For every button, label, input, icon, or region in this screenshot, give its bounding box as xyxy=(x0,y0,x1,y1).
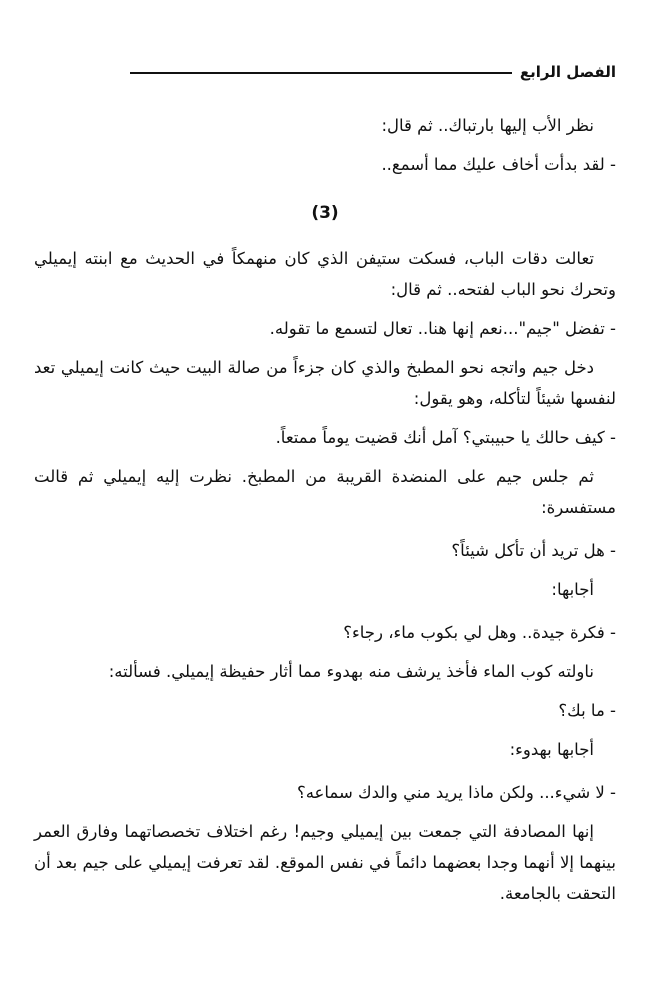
paragraph-3: دخل جيم واتجه نحو المطبخ والذي كان جزءاً من صالة البيت حيث كانت إيميلي تعد لنفسها شيئاً لتأكله، وهو يقول: xyxy=(34,358,616,408)
dialogue-5: - فكرة جيدة.. وهل لي بكوب ماء، رجاء؟ xyxy=(343,623,616,642)
dialogue-6: - ما بك؟ xyxy=(558,701,616,720)
dialogue-4: - هل تريد أن تأكل شيئاً؟ xyxy=(451,541,616,560)
paragraph-2: تعالت دقات الباب، فسكت ستيفن الذي كان منهمكاً في الحديث مع ابنته إيميلي وتحرك نحو الباب لفتحه.. ثم قال: xyxy=(34,249,616,299)
dialogue-7: - لا شيء... ولكن ماذا يريد مني والدك سماعه؟ xyxy=(296,783,616,802)
paragraph-6: ناولته كوب الماء فأخذ يرشف منه بهدوء مما أثار حفيظة إيميلي. فسألته: xyxy=(108,662,594,681)
paragraph-7: أجابها بهدوء: xyxy=(509,740,594,759)
header-rule xyxy=(130,72,512,74)
page-body xyxy=(34,110,616,909)
paragraph-8: إنها المصادفة التي جمعت بين إيميلي وجيم! رغم اختلاف تخصصاتهما وفارق العمر بينهما إلا أنهما وجدا بعضهما دائماً في نفس الموقع. لقد تعرفت إيميلي على جيم بعد أن التحقت بالجامعة. xyxy=(34,822,616,903)
dialogue-1: - لقد بدأت أخاف عليك مما أسمع.. xyxy=(381,155,616,174)
paragraph-5: أجابها: xyxy=(551,580,594,599)
paragraph-4: ثم جلس جيم على المنضدة القريبة من المطبخ. نظرت إليه إيميلي ثم قالت مستفسرة: xyxy=(34,467,616,517)
dialogue-2: - تفضل "جيم"...نعم إنها هنا.. تعال لتسمع ما تقوله. xyxy=(269,319,616,338)
page-header xyxy=(130,58,616,86)
section-number: (3) xyxy=(311,203,339,223)
chapter-title: الفصل الرابع xyxy=(519,63,616,81)
dialogue-3: - كيف حالك يا حبيبتي؟ آمل أنك قضيت يوماً ممتعاً. xyxy=(275,428,616,447)
paragraph-1: نظر الأب إليها بارتباك.. ثم قال: xyxy=(381,116,594,135)
